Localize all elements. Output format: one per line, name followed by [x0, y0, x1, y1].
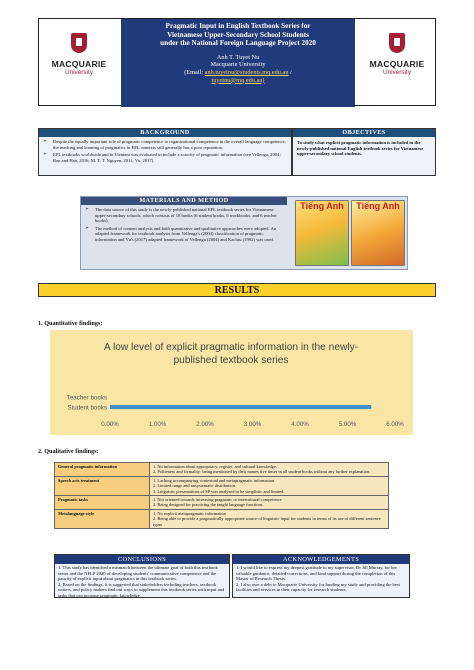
affiliation: Macquarie University — [210, 61, 266, 69]
acknowledgement-item: 1. I would like to express my deepest gratitude to my supervisor, Dr Jill Murray, for her valuable guidance, detailed corrections, and kind support during the completion of this Master of Research Thesis. — [236, 565, 397, 582]
x-tick-label: 3.00% — [243, 421, 262, 428]
background-item: ➢ EFL textbooks worldwide and in Vietnam was evaluated to include a scarcity of pragmatic information (see Vellenga, 2004; Ren and Han, 2016; M. T. T. Nguyen, 2011; Vu, 2017). — [43, 152, 287, 163]
table-row: Metalanguage style 1. No explicit metapragmatic information 2. Being able to provide a pragmatically appropriate source of linguistic input for students in terms of its use of different sentence types — [55, 509, 389, 528]
table-row: General pragmatic information 1. No information about appropriacy, register, and cultural knowledge. 2. Politeness and formality: being mentioned by their names five times in all student books without any further explanation. — [55, 463, 389, 477]
acknowledgements-heading: ACKNOWLEDGEMENTS — [233, 555, 409, 564]
results-heading: RESULTS — [38, 283, 436, 297]
x-tick-label: 5.00% — [338, 421, 357, 428]
conclusion-item: 1. This study has identified a mismatch between the ultimate goal of both this textbook series and the NFLP 2020 of developing students' communicative competence and the paucity of explicit input about pragmatics in this textbook series. — [58, 565, 218, 582]
y-tick-label: Teacher books — [66, 394, 107, 402]
left-university-logo: MACQUARIE University — [49, 33, 109, 76]
crest-icon — [71, 33, 87, 53]
right-university-logo: MACQUARIE University — [367, 33, 427, 76]
x-tick-label: 6.00% — [386, 421, 404, 428]
x-tick-label: 4.00% — [291, 421, 309, 428]
acknowledgement-item: 2. I also owe a debt to Macquarie University for funding my study and providing the best facilities and services in their capacity for research students. — [236, 581, 400, 593]
materials-section — [80, 196, 408, 270]
conclusion-item: 2. Based on the findings, it is suggested that stakeholders including teachers, textbook writers, and policy makers find out ways to supplement this textbook series with input and tasks that can increase pragmatic knowledge. — [58, 581, 225, 598]
pragmatic-info-chart — [50, 330, 413, 435]
email-link-1[interactable]: anh.tuyetnu@students.mq.edu.au — [204, 68, 289, 76]
textbook-cover-image: Tiếng Anh — [295, 200, 349, 266]
materials-heading: MATERIALS AND METHOD — [81, 197, 287, 205]
poster-title: Pragmatic Input in English Textbook Series for Vietnamese Upper-Secondary School Students under the National Foreign Language Project 2020 — [160, 22, 316, 48]
objectives-text: To study what explicit pragmatic information is included in the newly-published national English textbook series for Vietnamese upper-secondary school students. — [297, 140, 424, 157]
materials-item: ➢ The method of content analysis and both quantitative and qualitative approaches were adopted. An adapted framework for textbook analysis from Vellenga's (2004) classification of pragmatic information and Vu's (2017) adapted framework of Vellenga (2004) and Kachru (1992) was used. — [85, 226, 285, 243]
background-section — [38, 128, 292, 176]
textbook-cover-image: Tiếng Anh — [351, 200, 405, 266]
qualitative-findings-table — [54, 462, 389, 529]
email-link-2[interactable]: tuyetnu@mq.edu.au) — [211, 76, 265, 84]
bar — [110, 405, 371, 409]
acknowledgements-section — [232, 554, 410, 598]
chart-title-line-2: published textbook series — [173, 355, 289, 366]
author-name: Anh T. Tuyet Nu — [216, 53, 260, 61]
quantitative-label: 1. Quantitative findings: — [38, 320, 103, 327]
objectives-section — [292, 128, 436, 176]
objectives-heading: OBJECTIVES — [293, 129, 435, 137]
table-row: Pragmatic tasks 1. Not oriented towards increasing pragmatic or intercultural competence 2. Being designed for practicing the taught language functions. — [55, 496, 389, 510]
conclusions-heading: CONCLUSIONS — [55, 555, 229, 564]
background-heading: BACKGROUND — [39, 129, 291, 137]
qualitative-label: 2. Qualitative findings: — [38, 448, 99, 455]
title-block — [121, 19, 355, 107]
conclusions-section — [54, 554, 230, 598]
email-line: (Email: anh.tuyetnu@students.mq.edu.au / — [184, 68, 292, 76]
chart-title-line-1: A low level of explicit pragmatic information in the newly- — [103, 342, 359, 353]
x-tick-label: 2.00% — [196, 421, 214, 428]
background-item: ➢ Despite the equally important role of pragmatic competence to organizational competence in the overall language competence, the teaching and learning of pragmatics in EFL contexts still generally has a poor reputation. — [43, 139, 287, 150]
table-row: Speech acts treatment 1. Lacking accompanying contextual and metapragmatic information 2. Limited range and unsystematic distribution 3. Linguistic presentations of SP was analysed to be simplistic and limited. — [55, 476, 389, 495]
y-tick-label: Student books — [67, 404, 107, 412]
crest-icon — [389, 33, 405, 53]
poster-header — [38, 18, 436, 106]
x-tick-label: 1.00% — [148, 421, 167, 428]
x-tick-label: 0.00% — [101, 421, 119, 428]
materials-item: ➢ The data source of this study is the newly-published national EFL textbook series for Vietnamese upper-secondary schools, which consists of 18 books (6 student books, 6 workbooks, and 6 teacher books). — [85, 207, 285, 224]
